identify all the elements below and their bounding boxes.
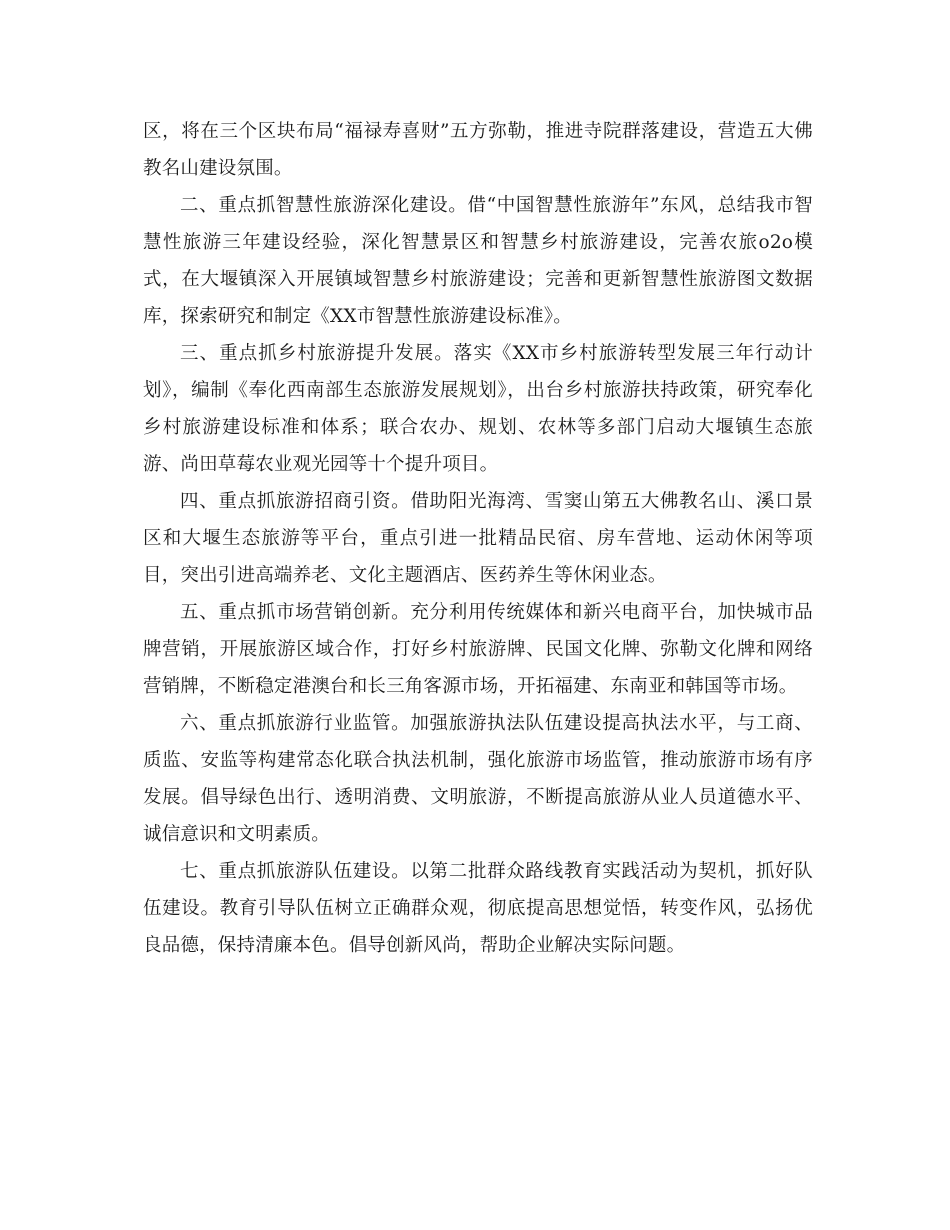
paragraph-item-4: 四、重点抓旅游招商引资。借助阳光海湾、雪窦山第五大佛教名山、溪口景区和大堰生态旅游等平台，重点引进一批精品民宿、房车营地、运动休闲等项目，突出引进高端养老、文化主题酒店、医药养生等休闲业态。 [143, 491, 813, 586]
paragraph-item-6: 六、重点抓旅游行业监管。加强旅游执法队伍建设提高执法水平，与工商、质监、安监等构建常态化联合执法机制，强化旅游市场监管，推动旅游市场有序发展。倡导绿色出行、透明消费、文明旅游，不断提高旅游从业人员道德水平、诚信意识和文明素质。 [143, 713, 813, 845]
paragraph-item-7: 七、重点抓旅游队伍建设。以第二批群众路线教育实践活动为契机，抓好队伍建设。教育引导队伍树立正确群众观，彻底提高思想觉悟，转变作风，弘扬优良品德，保持清廉本色。倡导创新风尚，帮助企业解决实际问题。 [143, 861, 813, 956]
paragraph-item-2: 二、重点抓智慧性旅游深化建设。借“中国智慧性旅游年”东风，总结我市智慧性旅游三年建设经验，深化智慧景区和智慧乡村旅游建设，完善农旅o2o模式，在大堰镇深入开展镇域智慧乡村旅游建设；完善和更新智慧性旅游图文数据库，探索研究和制定《XX市智慧性旅游建设标准》。 [143, 195, 813, 327]
paragraph-continuation: 区，将在三个区块布局“福禄寿喜财”五方弥勒，推进寺院群落建设，营造五大佛教名山建设氛围。 [143, 121, 813, 179]
paragraph-item-5: 五、重点抓市场营销创新。充分利用传统媒体和新兴电商平台，加快城市品牌营销，开展旅游区域合作，打好乡村旅游牌、民国文化牌、弥勒文化牌和网络营销牌，不断稳定港澳台和长三角客源市场，开拓福建、东南亚和韩国等市场。 [143, 602, 813, 697]
document-body [143, 113, 813, 964]
paragraph-item-3: 三、重点抓乡村旅游提升发展。落实《XX市乡村旅游转型发展三年行动计划》，编制《奉化西南部生态旅游发展规划》，出台乡村旅游扶持政策，研究奉化乡村旅游建设标准和体系；联合农办、规划、农林等多部门启动大堰镇生态旅游、尚田草莓农业观光园等十个提升项目。 [143, 343, 813, 475]
